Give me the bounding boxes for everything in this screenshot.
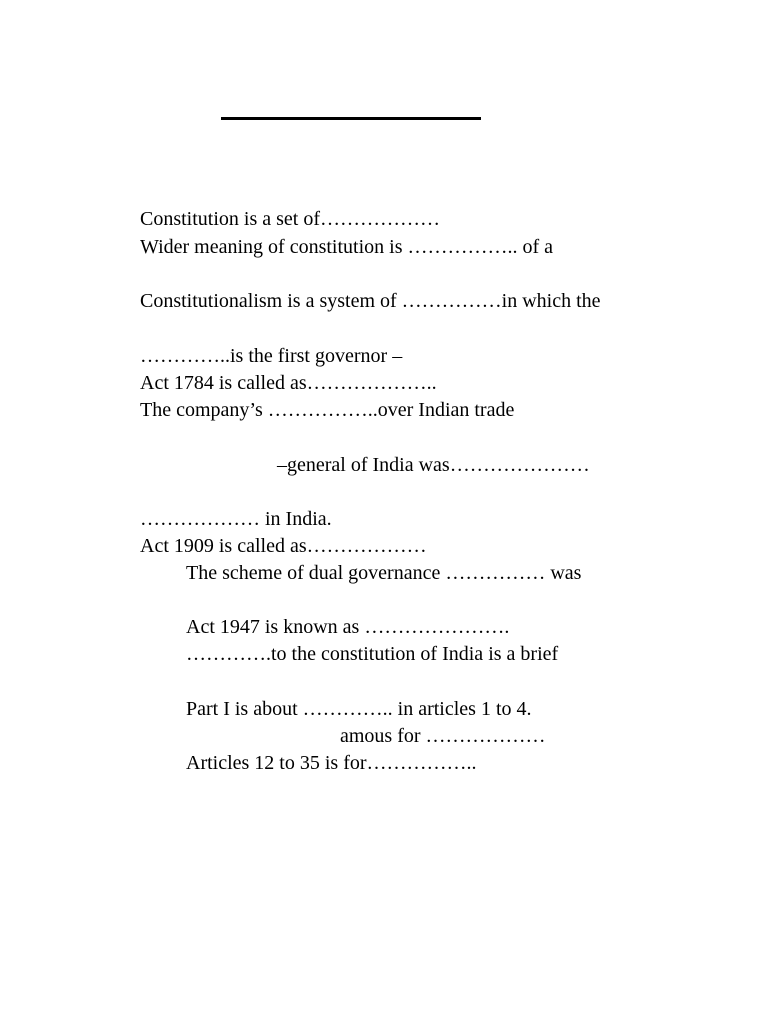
text-line-act-1784: Act 1784 is called as……………….. <box>140 372 437 394</box>
title-underline <box>221 117 481 120</box>
text-line-famous-for: amous for ……………… <box>340 725 546 747</box>
text-line-wider-meaning: Wider meaning of constitution is …………….. of a <box>140 236 554 258</box>
text-line-act-1909: Act 1909 is called as……………… <box>140 535 427 557</box>
text-line-part-one: Part I is about ………….. in articles 1 to 4. <box>186 698 532 720</box>
text-line-constitution-brief: ………….to the constitution of India is a brief <box>186 643 559 665</box>
text-line-first-governor: …………..is the first governor – <box>140 345 403 367</box>
text-line-constitutionalism: Constitutionalism is a system of ……………in which the <box>140 290 601 312</box>
text-line-in-india: ……………… in India. <box>140 508 332 530</box>
text-line-governor-general: –general of India was………………… <box>277 454 590 476</box>
text-line-dual-governance: The scheme of dual governance …………… was <box>186 562 582 584</box>
text-line-articles-12-35: Articles 12 to 35 is for…………….. <box>186 752 477 774</box>
text-line-constitution-set: Constitution is a set of……………… <box>140 208 440 230</box>
text-line-company-trade: The company’s ……………..over Indian trade <box>140 399 515 421</box>
text-line-act-1947: Act 1947 is known as …………………. <box>186 616 510 638</box>
